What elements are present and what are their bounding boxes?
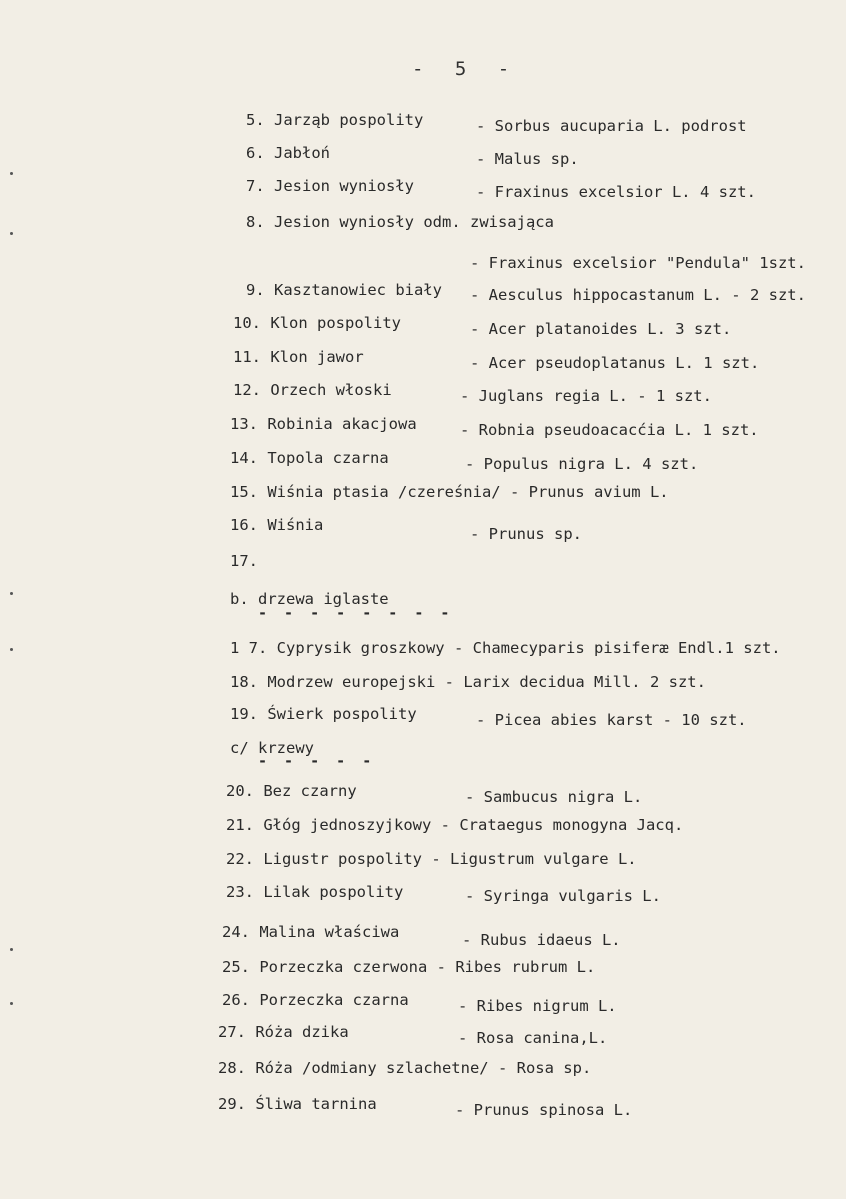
- polish-name: Świerk pospolity: [267, 705, 417, 723]
- latin-name: - Larix decidua Mill. 2 szt.: [444, 673, 706, 691]
- latin-name: - Chamecyparis pisiferæ Endl.1 szt.: [454, 639, 781, 657]
- heading-underline: - - - - -: [258, 752, 376, 770]
- latin-name: - Juglans regia L. - 1 szt.: [460, 387, 712, 405]
- margin-mark: [10, 232, 13, 235]
- item-number: 7.: [246, 177, 265, 195]
- latin-name: - Acer pseudoplatanus L. 1 szt.: [470, 354, 760, 372]
- item-number: 20.: [226, 782, 254, 800]
- list-item: [230, 414, 417, 434]
- page-number: - 5 -: [412, 58, 520, 80]
- latin-name: - Ribes rubrum L.: [436, 958, 596, 976]
- polish-name: Wiśnia: [267, 516, 324, 534]
- latin-name: - Rosa canina,L.: [458, 1029, 608, 1047]
- latin-name: - Populus nigra L. 4 szt.: [465, 455, 699, 473]
- margin-mark: [10, 172, 13, 175]
- latin-name: - Rubus idaeus L.: [462, 931, 621, 949]
- list-item: [233, 380, 392, 400]
- list-item: [226, 815, 683, 835]
- heading-underline: - - - - - - - -: [258, 604, 454, 622]
- polish-name: Bez czarny: [263, 782, 357, 800]
- latin-name: - Fraxinus excelsior L. 4 szt.: [476, 183, 756, 201]
- item-number: 25.: [222, 958, 250, 976]
- polish-name: Jesion wyniosły odm. zwisająca: [274, 213, 554, 231]
- latin-name: - Prunus avium L.: [509, 483, 669, 501]
- polish-name: Śliwa tarnina: [255, 1095, 377, 1113]
- list-item: [218, 1058, 591, 1078]
- item-number: 13.: [230, 415, 258, 433]
- list-item: [226, 882, 403, 902]
- item-number: 29.: [218, 1095, 246, 1113]
- margin-mark: [10, 592, 13, 595]
- polish-name: Jabłoń: [274, 144, 331, 162]
- list-item: [222, 922, 399, 942]
- latin-name: - Prunus spinosa L.: [455, 1101, 633, 1119]
- latin-name: - Prunus sp.: [470, 525, 582, 543]
- polish-name: Porzeczka czarna: [259, 991, 409, 1009]
- item-number: 28.: [218, 1059, 246, 1077]
- item-number: 6.: [246, 144, 265, 162]
- item-number: 23.: [226, 883, 254, 901]
- polish-name: Cyprysik groszkowy: [276, 639, 445, 657]
- polish-name: Malina właściwa: [259, 923, 400, 941]
- margin-mark: [10, 1002, 13, 1005]
- latin-name: - Acer platanoides L. 3 szt.: [470, 320, 732, 338]
- margin-mark: [10, 648, 13, 651]
- list-item: [230, 482, 669, 502]
- latin-name: - Aesculus hippocastanum L. - 2 szt.: [470, 286, 806, 304]
- list-item: [246, 212, 554, 232]
- list-item: [246, 176, 414, 196]
- polish-name: Klon pospolity: [270, 314, 401, 332]
- item-number: 26.: [222, 991, 250, 1009]
- item-number: 19.: [230, 705, 258, 723]
- polish-name: Klon jawor: [270, 348, 364, 366]
- latin-name: - Syringa vulgaris L.: [465, 887, 661, 905]
- polish-name: Róża dzika: [255, 1023, 349, 1041]
- item-number: 10.: [233, 314, 261, 332]
- item-number: 24.: [222, 923, 250, 941]
- list-item: [246, 280, 442, 300]
- item-number: 17.: [230, 552, 258, 570]
- list-item: [230, 704, 417, 724]
- section-heading-conifers: b. drzewa iglaste: [230, 590, 389, 608]
- polish-name: Jarząb pospolity: [274, 111, 424, 129]
- item-number: 18.: [230, 673, 258, 691]
- item-number: 5.: [246, 111, 265, 129]
- latin-name: - Picea abies karst - 10 szt.: [476, 711, 747, 729]
- item-number: 27.: [218, 1023, 246, 1041]
- list-item: [230, 672, 706, 692]
- item-number: 14.: [230, 449, 258, 467]
- item-number: 8.: [246, 213, 265, 231]
- item-number: 1 7.: [230, 639, 268, 657]
- polish-name: Topola czarna: [267, 449, 389, 467]
- latin-name: - Fraxinus excelsior "Pendula" 1szt.: [470, 254, 806, 272]
- polish-name: Głóg jednoszyjkowy: [263, 816, 432, 834]
- list-item: [218, 1022, 349, 1042]
- item-number: 15.: [230, 483, 258, 501]
- latin-name: - Sorbus aucuparia L. podrost: [476, 117, 747, 135]
- item-number: 16.: [230, 516, 258, 534]
- list-item: [226, 849, 637, 869]
- polish-name: Wiśnia ptasia /czereśnia/: [267, 483, 501, 501]
- section-heading-shrubs: c/ krzewy: [230, 739, 314, 757]
- polish-name: Robinia akacjowa: [267, 415, 417, 433]
- polish-name: Róża /odmiany szlachetne/: [255, 1059, 489, 1077]
- latin-name: - Robnia pseudoacacćia L. 1 szt.: [460, 421, 759, 439]
- latin-name: - Malus sp.: [476, 150, 579, 168]
- margin-mark: [10, 948, 13, 951]
- list-item: [226, 781, 357, 801]
- latin-name: - Ribes nigrum L.: [458, 997, 617, 1015]
- latin-name: - Ligustrum vulgare L.: [431, 850, 637, 868]
- latin-name: - Crataegus monogyna Jacq.: [440, 816, 684, 834]
- list-item: [222, 957, 595, 977]
- list-item: [222, 990, 409, 1010]
- list-item: [246, 110, 423, 130]
- list-item: [230, 448, 389, 468]
- item-number: 12.: [233, 381, 261, 399]
- latin-name: - Rosa sp.: [497, 1059, 592, 1077]
- list-item: [230, 638, 781, 658]
- polish-name: Porzeczka czerwona: [259, 958, 428, 976]
- polish-name: Modrzew europejski: [267, 673, 436, 691]
- item-number: 11.: [233, 348, 261, 366]
- list-item: [233, 347, 364, 367]
- item-number: 21.: [226, 816, 254, 834]
- polish-name: Lilak pospolity: [263, 883, 404, 901]
- item-number: 9.: [246, 281, 265, 299]
- list-item: [246, 143, 330, 163]
- list-item: [233, 313, 401, 333]
- latin-name: - Sambucus nigra L.: [465, 788, 643, 806]
- list-item: [218, 1094, 377, 1114]
- polish-name: Kasztanowiec biały: [274, 281, 442, 299]
- polish-name: Ligustr pospolity: [263, 850, 422, 868]
- item-number: 22.: [226, 850, 254, 868]
- list-item: [230, 551, 258, 571]
- polish-name: Orzech włoski: [270, 381, 392, 399]
- polish-name: Jesion wyniosły: [274, 177, 414, 195]
- list-item: [230, 515, 323, 535]
